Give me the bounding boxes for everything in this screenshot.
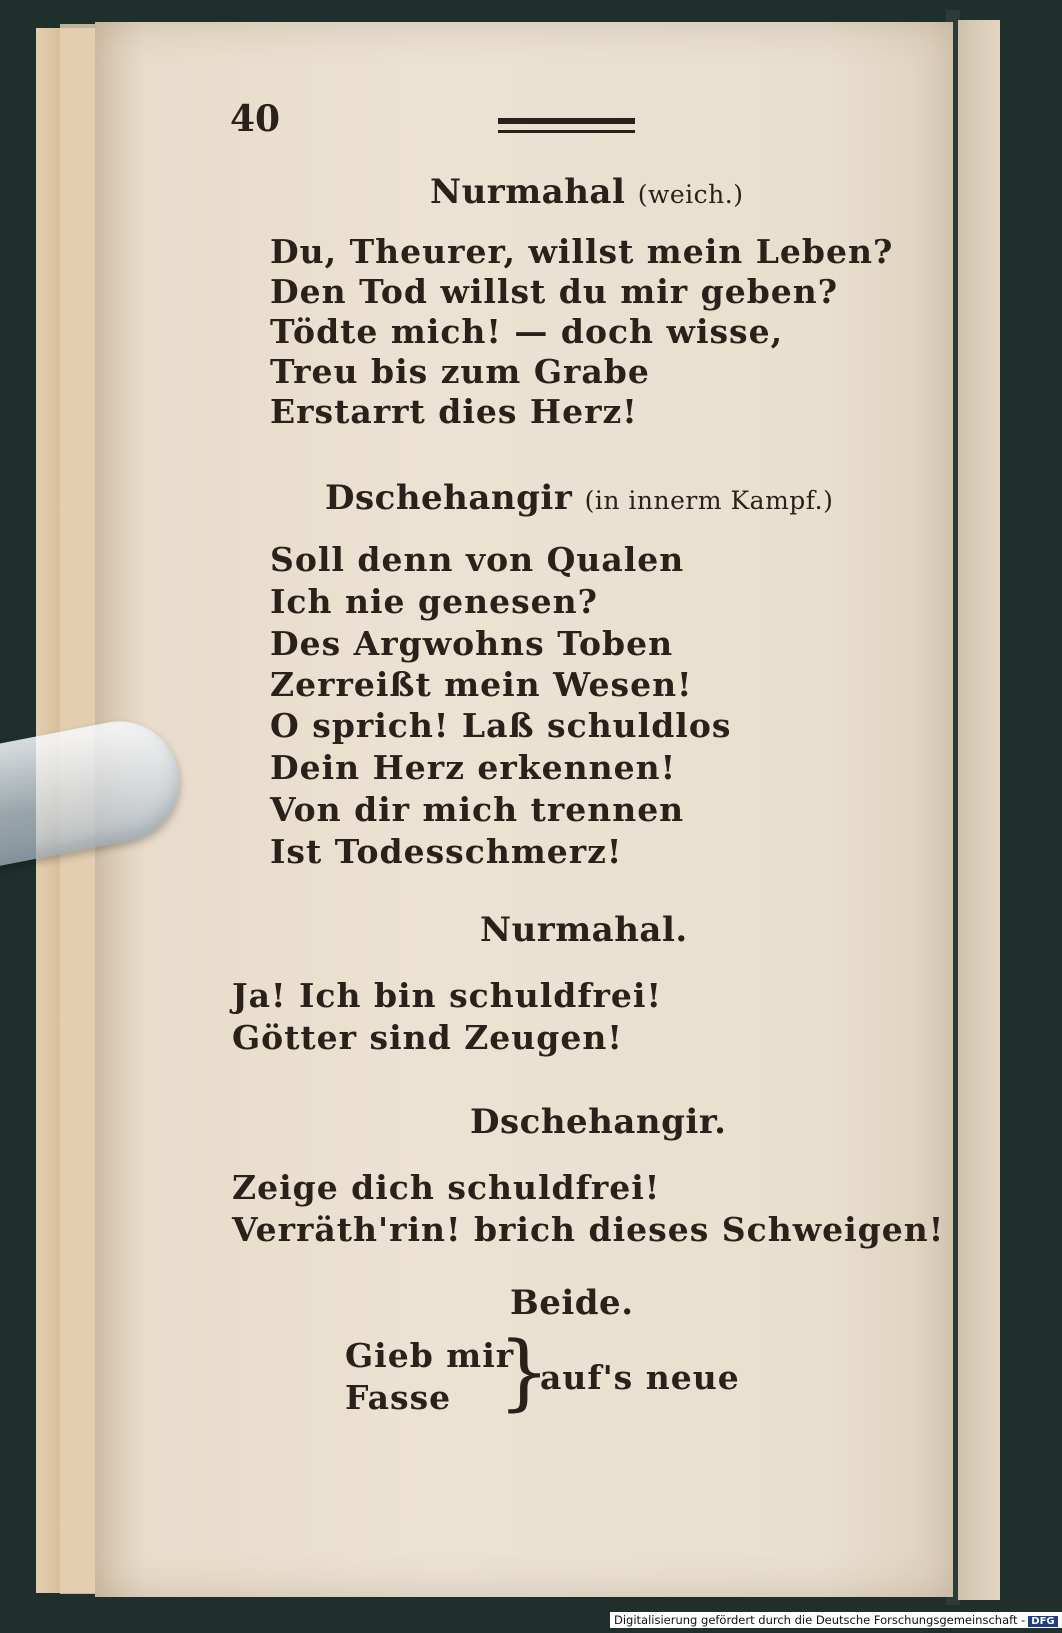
verse-line: Ja! Ich bin schuldfrei!	[232, 976, 662, 1015]
stage-direction: (in innerm Kampf.)	[584, 486, 834, 515]
curly-brace: }	[498, 1325, 551, 1420]
verse-line: Erstarrt dies Herz!	[270, 392, 638, 431]
speaker-heading	[325, 478, 833, 518]
verse-line: Ich nie genesen?	[270, 582, 598, 621]
verse-line: Verräth'rin! brich dieses Schweigen!	[232, 1210, 945, 1249]
speaker-heading	[430, 172, 743, 212]
speaker-name: Dschehangir	[325, 478, 573, 518]
dfg-logo: DFG	[1028, 1616, 1057, 1627]
verse-line: Soll denn von Qualen	[270, 540, 685, 579]
speaker-name: Nurmahal	[430, 172, 626, 212]
speaker-name: Beide.	[510, 1283, 634, 1323]
header-rule-thick	[498, 118, 635, 124]
credit-text: Digitalisierung gefördert durch die Deutsche Forschungsgemeinschaft -	[614, 1613, 1026, 1627]
verse-line: Fasse	[345, 1378, 452, 1417]
verse-line: Den Tod willst du mir geben?	[270, 272, 839, 311]
speaker-name: Nurmahal.	[480, 910, 688, 950]
verse-line: Dein Herz erkennen!	[270, 748, 677, 787]
page-number: 40	[230, 98, 281, 140]
facing-page-edge	[958, 20, 1000, 1600]
verse-line: Tödte mich! — doch wisse,	[270, 312, 784, 351]
speaker-name: Dschehangir.	[470, 1102, 727, 1142]
verse-line: Treu bis zum Grabe	[270, 352, 650, 391]
verse-line: Zerreißt mein Wesen!	[270, 665, 693, 704]
verse-line: Ist Todesschmerz!	[270, 832, 623, 871]
verse-line: Götter sind Zeugen!	[232, 1018, 623, 1057]
stage-direction: (weich.)	[637, 180, 744, 209]
verse-line: Des Argwohns Toben	[270, 624, 674, 663]
verse-line: O sprich! Laß schuldlos	[270, 706, 732, 745]
verse-line: Von dir mich trennen	[270, 790, 685, 829]
verse-line: Du, Theurer, willst mein Leben?	[270, 232, 894, 271]
verse-line: Zeige dich schuldfrei!	[232, 1168, 661, 1207]
verse-line: auf's neue	[540, 1358, 740, 1397]
header-rule-thin	[498, 130, 635, 133]
verse-line: Gieb mir	[345, 1336, 515, 1375]
digitization-credit	[610, 1612, 1062, 1628]
